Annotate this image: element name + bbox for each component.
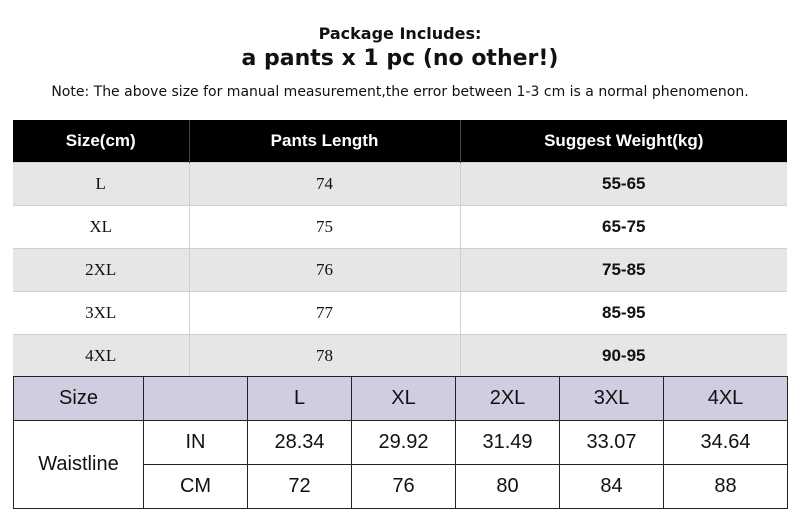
weight-cell: 85-95 <box>460 292 787 335</box>
column-header-size: Size(cm) <box>13 120 189 163</box>
table-row <box>13 206 787 249</box>
size-cell: 4XL <box>13 335 189 378</box>
length-cell: 74 <box>189 163 460 206</box>
waist-row-in <box>14 421 788 465</box>
size-header-cell: 4XL <box>664 377 788 421</box>
waist-value-cell: 84 <box>560 465 664 509</box>
package-content: a pants x 1 pc (no other!) <box>241 46 559 71</box>
waistline-label: Waistline <box>14 421 144 509</box>
size-header-cell: 2XL <box>456 377 560 421</box>
weight-cell: 55-65 <box>460 163 787 206</box>
length-cell: 76 <box>189 249 460 292</box>
column-header-suggest-weight: Suggest Weight(kg) <box>460 120 787 163</box>
package-title: Package Includes: <box>318 24 482 43</box>
table-row <box>13 335 787 378</box>
weight-cell: 65-75 <box>460 206 787 249</box>
size-header-cell: XL <box>352 377 456 421</box>
table-row <box>13 292 787 335</box>
waist-value-cell: 31.49 <box>456 421 560 465</box>
waist-value-cell: 29.92 <box>352 421 456 465</box>
waist-value-cell: 33.07 <box>560 421 664 465</box>
waist-value-cell: 28.34 <box>248 421 352 465</box>
waist-value-cell: 76 <box>352 465 456 509</box>
size-cell: L <box>13 163 189 206</box>
size-table-header <box>13 120 787 163</box>
waistline-table <box>13 376 788 509</box>
size-label: Size <box>14 377 144 421</box>
waist-value-cell: 34.64 <box>664 421 788 465</box>
table-row <box>13 249 787 292</box>
size-cell: XL <box>13 206 189 249</box>
length-cell: 77 <box>189 292 460 335</box>
waist-size-row <box>14 377 788 421</box>
unit-cell: CM <box>144 465 248 509</box>
length-cell: 75 <box>189 206 460 249</box>
unit-cell: IN <box>144 421 248 465</box>
weight-cell: 75-85 <box>460 249 787 292</box>
size-header-cell: 3XL <box>560 377 664 421</box>
size-table <box>13 120 787 377</box>
column-header-pants-length: Pants Length <box>189 120 460 163</box>
empty-cell <box>144 377 248 421</box>
measurement-note: Note: The above size for manual measurement,the error between 1-3 cm is a normal phenomenon. <box>51 84 749 100</box>
length-cell: 78 <box>189 335 460 378</box>
size-cell: 3XL <box>13 292 189 335</box>
size-cell: 2XL <box>13 249 189 292</box>
waist-value-cell: 72 <box>248 465 352 509</box>
table-row <box>13 163 787 206</box>
waist-value-cell: 80 <box>456 465 560 509</box>
weight-cell: 90-95 <box>460 335 787 378</box>
waist-value-cell: 88 <box>664 465 788 509</box>
size-header-cell: L <box>248 377 352 421</box>
